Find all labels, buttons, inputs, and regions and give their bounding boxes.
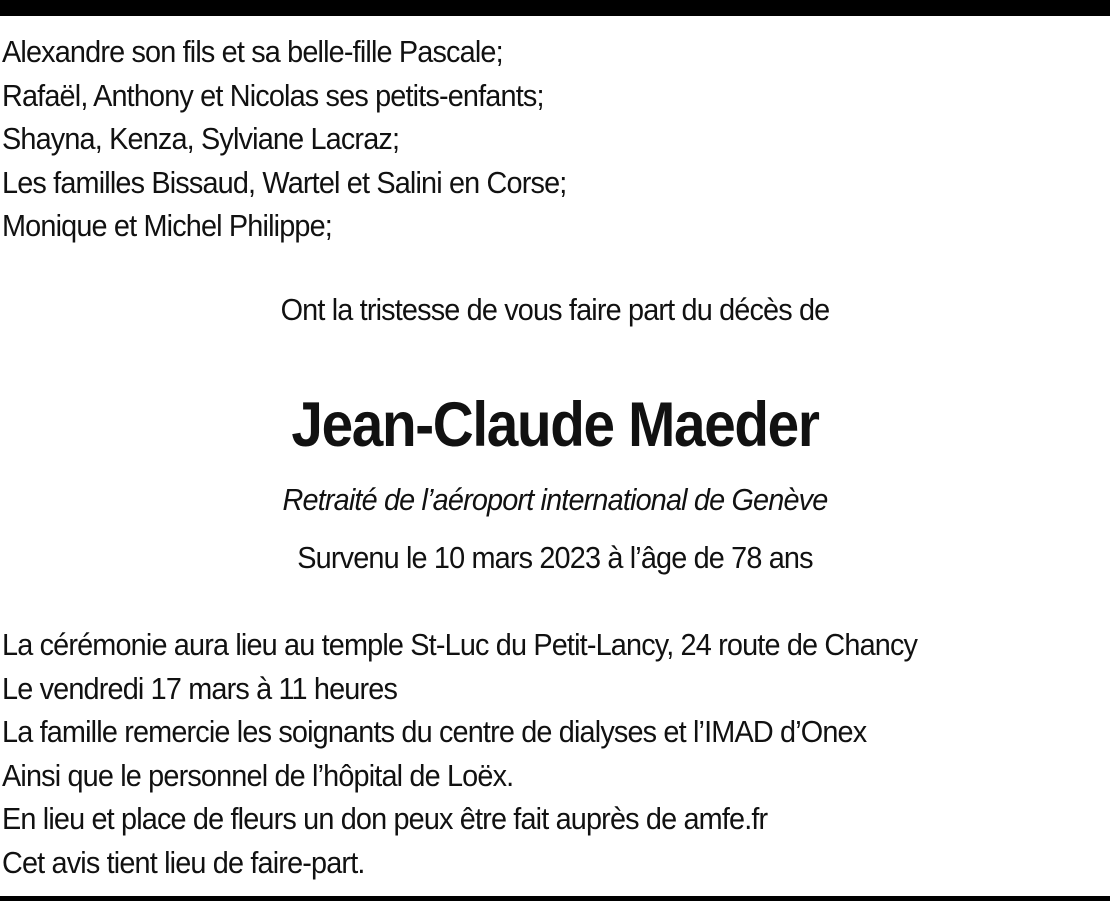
detail-line: Cet avis tient lieu de faire-part.	[2, 844, 365, 880]
deceased-name: Jean-Claude Maeder	[291, 390, 819, 460]
death-date-line: Survenu le 10 mars 2023 à l’âge de 78 ans	[297, 540, 813, 575]
announcement-intro: Ont la tristesse de vous faire part du décès de	[280, 292, 830, 327]
family-line: Monique et Michel Philippe;	[2, 208, 332, 243]
family-members-list	[2, 30, 609, 248]
ceremony-details-list	[2, 623, 986, 884]
family-line: Les familles Bissaud, Wartel et Salini en Corse;	[2, 164, 567, 200]
bottom-border-rule	[0, 896, 1110, 901]
detail-line: Le vendredi 17 mars à 11 heures	[2, 670, 398, 706]
detail-line: La cérémonie aura lieu au temple St-Luc du Petit-Lancy, 24 route de Chancy	[2, 627, 918, 662]
family-line: Rafaël, Anthony et Nicolas ses petits-enfants;	[2, 77, 544, 113]
detail-line: En lieu et place de fleurs un don peux être fait auprès de amfe.fr	[2, 801, 768, 836]
top-border-rule	[0, 0, 1110, 16]
family-line: Shayna, Kenza, Sylviane Lacraz;	[2, 121, 400, 156]
family-line: Alexandre son fils et sa belle-fille Pascale;	[2, 34, 503, 69]
deceased-role: Retraité de l’aéroport international de Genève	[282, 482, 828, 517]
detail-line: La famille remercie les soignants du centre de dialyses et l’IMAD d’Onex	[2, 714, 867, 749]
detail-line: Ainsi que le personnel de l’hôpital de Loëx.	[2, 757, 514, 793]
